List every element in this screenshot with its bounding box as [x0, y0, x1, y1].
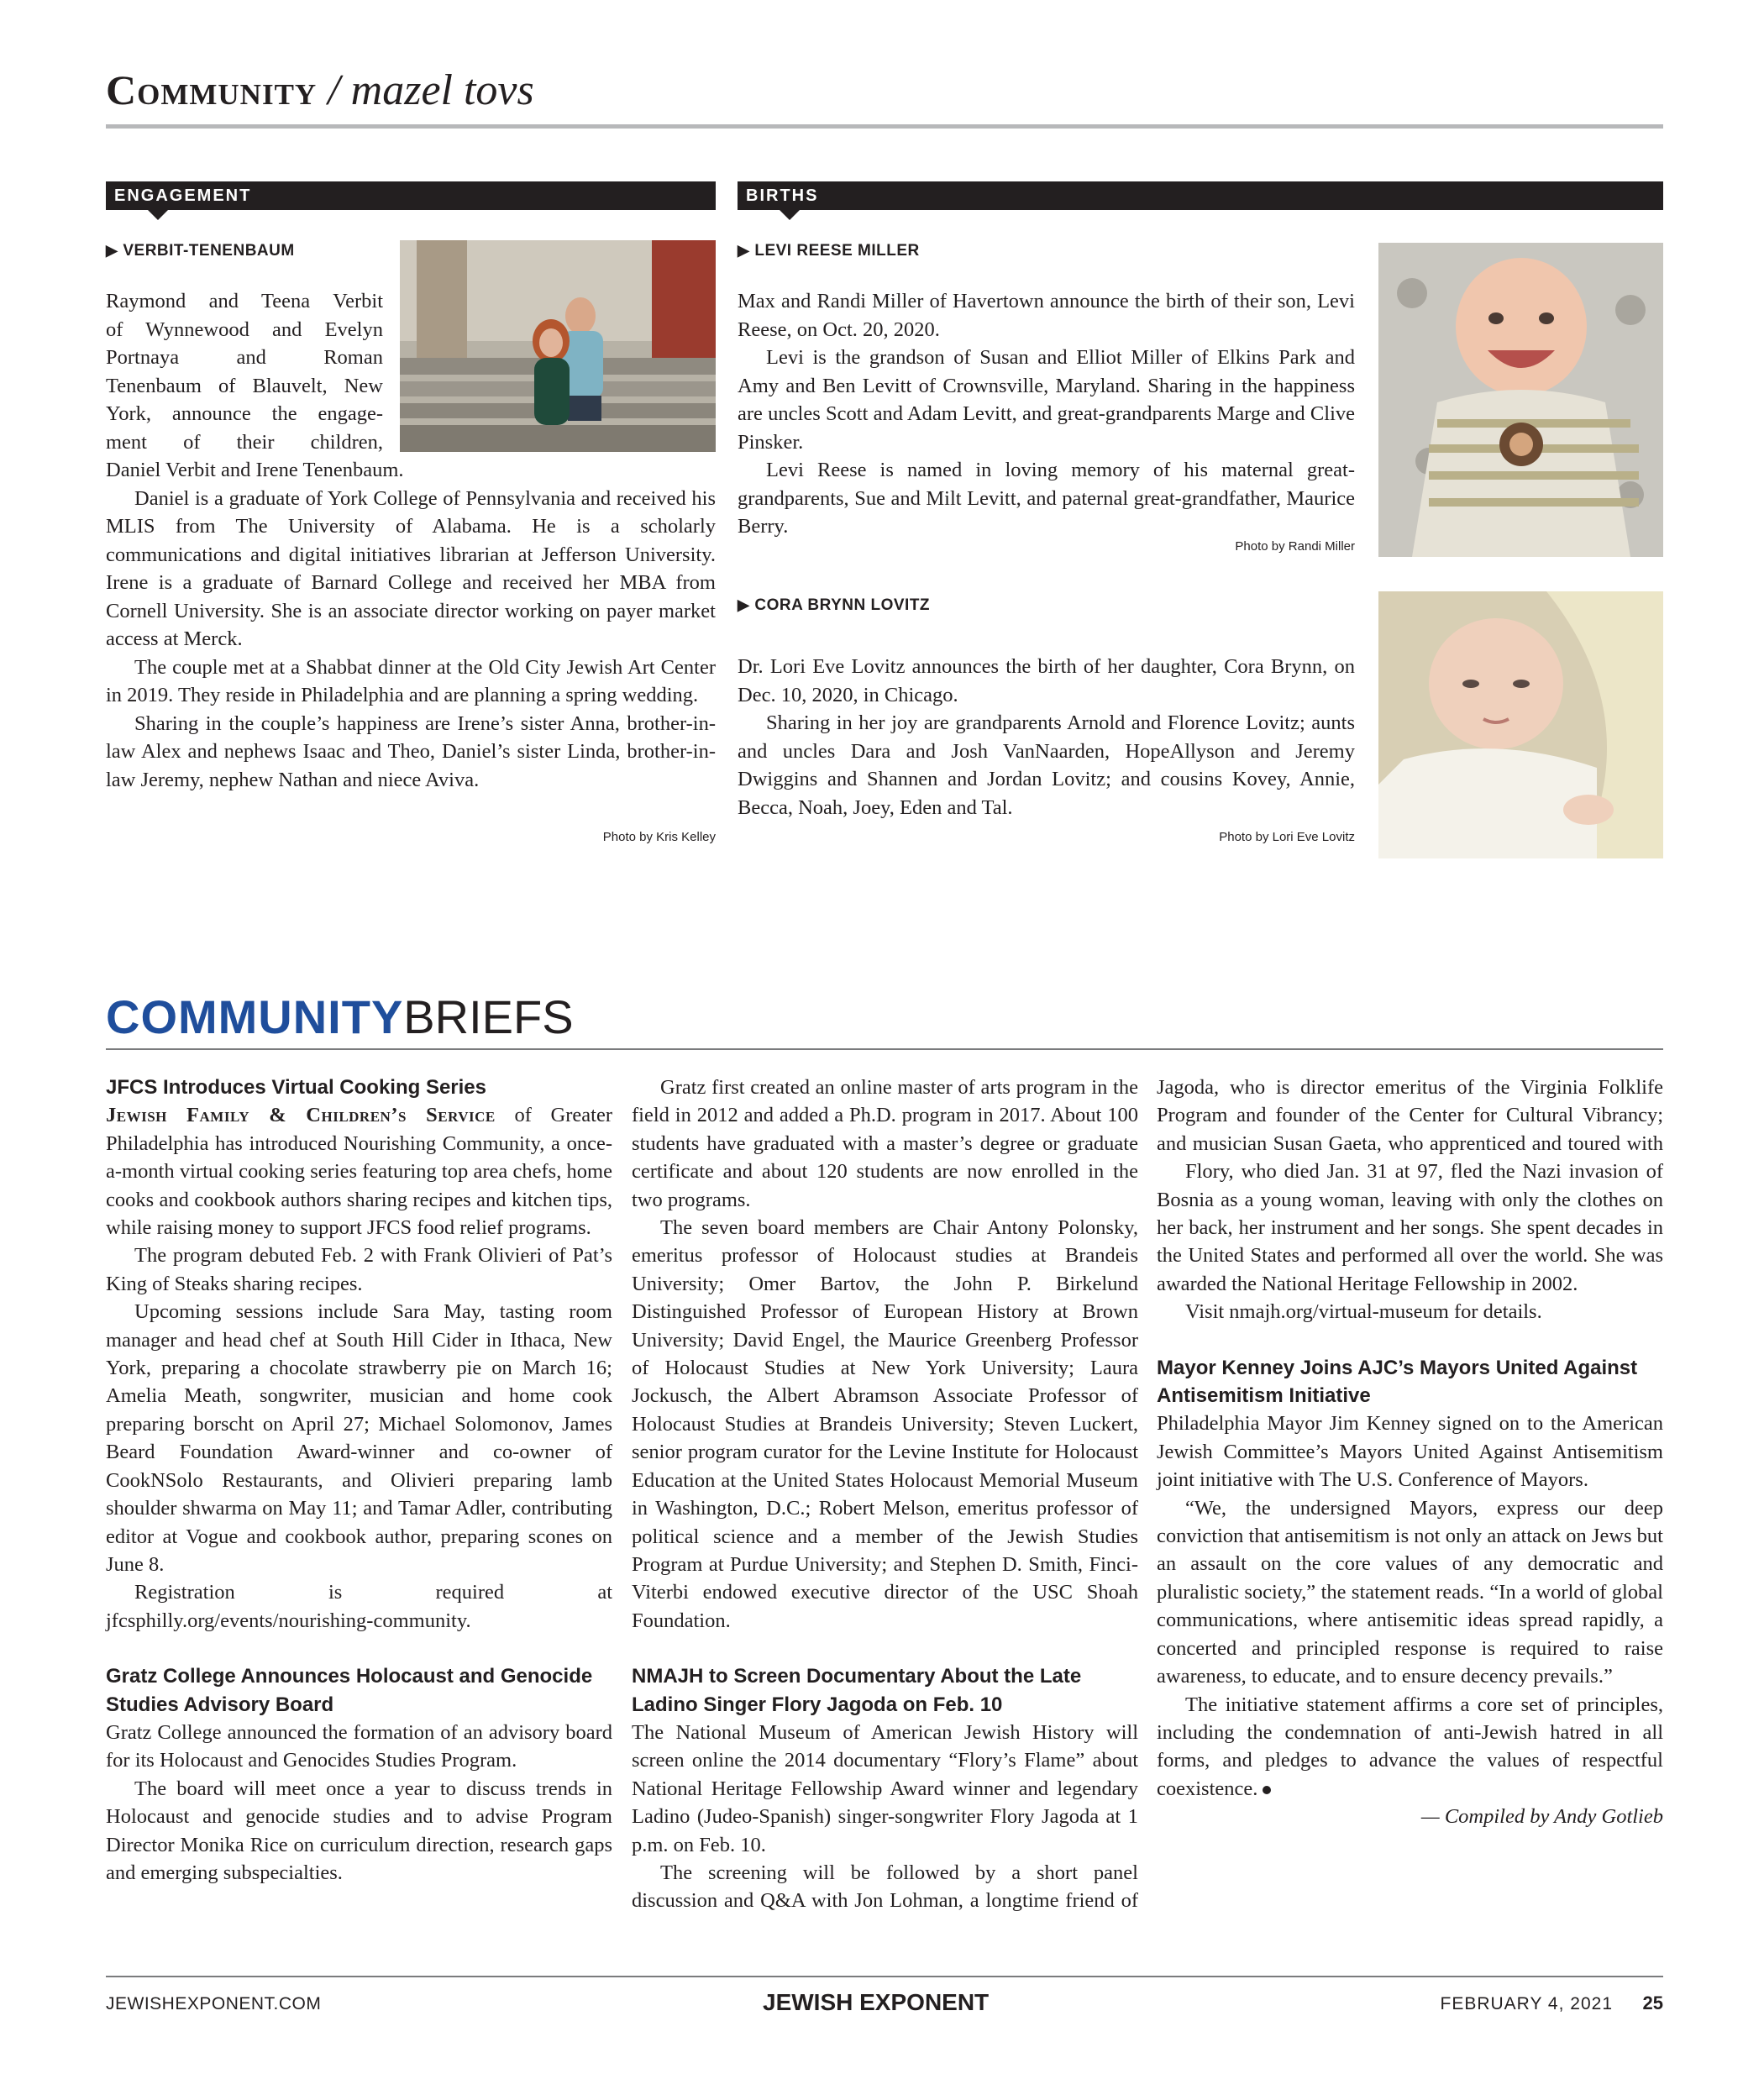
engagement-headline-text: VERBIT-TENENBAUM — [123, 242, 295, 260]
paragraph: The seven board members are Chair Antony Polonsky, emeritus professor of Holocaust studies at Brandeis University; Omer Bartov, the John P. Birkelund Distinguished Professor of European History at Brown University; David Engel, the Maurice Greenberg Professor of Holocaust Studies at New York University; Laura Jockusch, the Albert Abramson Associate Professor of Holocaust Studies at Brandeis University; Steven Luckert, senior program curator for the Levine Institute for Holocaust Education at the United States Holocaust Memorial Museum in Washington, D.C.; Robert Melson, emeritus professor of political science and a member of the Jewish Studies Program at Purdue University; and Stephen D. Smith, Finci-Viterbi endowed executive director of the USC Shoah Foundation. — [632, 1216, 1138, 1632]
paragraph: Max and Randi Miller of Havertown announce the birth of their son, Levi Reese, on Oct. 20, 2020. — [738, 290, 1355, 341]
cora-photo-credit: Photo by Lori Eve Lovitz — [1219, 830, 1355, 844]
engagement-headline — [106, 242, 295, 260]
paragraph: Daniel Verbit and Irene Tenenbaum. — [106, 459, 404, 481]
paragraph: The couple met at a Shabbat dinner at the Old City Jewish Art Center in 2019. They reside in Philadelphia and are planning a spring wedding. — [106, 655, 716, 706]
paragraph: Jagoda, who is director emeritus of the Virginia Folklife Program and founder of the Center for Cultural Vibrancy; and musician Susan Gaeta, who apprenticed and toured with — [1157, 1076, 1663, 1155]
footer-date: FEBRUARY 4, 2021 — [1440, 1994, 1613, 2013]
paragraph: Levi Reese is named in loving memory of his maternal great-grandparents, Sue and Milt Levitt, and paternal great-grandfather, Maurice Berry. — [738, 459, 1355, 538]
cora-headline — [738, 596, 930, 615]
text-line: ment of their children, — [106, 430, 383, 454]
paragraph: Visit nmajh.org/virtual-museum for details. — [1185, 1300, 1542, 1324]
paragraph: Dr. Lori Eve Lovitz announces the birth of her daughter, Cora Brynn, on Dec. 10, 2020, in Chicago. — [738, 655, 1355, 706]
engagement-bar — [106, 181, 716, 210]
paragraph: Daniel is a graduate of York College of Pennsylvania and received his MLIS from The University of Alabama. He is a scholarly communications and digital initiatives librarian at Jefferson University. Irene is a graduate of Barnard College and received her MBA from Cornell University. She is an associate director working on payer market access at Merck. — [106, 486, 716, 650]
footer-publication: JEWISH EXPONENT — [763, 1989, 990, 2015]
paragraph: Sharing in her joy are grandparents Arnold and Florence Lovitz; aunts and uncles Dara and Josh VanNaarden, HopeAllyson and Jeremy Dwiggins and Shannen and Jordan Lovitz; and cousins Kovey, Annie, Becca, Noah, Joey, Eden and Tal. — [738, 711, 1355, 819]
paragraph: The program debuted Feb. 2 with Frank Olivieri of Pat’s King of Steaks sharing recipes. — [106, 1244, 612, 1295]
baby-photo-icon — [1378, 243, 1663, 557]
section-title-separator: / — [317, 66, 351, 114]
levi-photo — [1378, 243, 1663, 557]
engagement-photo-credit: Photo by Kris Kelley — [602, 830, 716, 844]
gratz-headline: Gratz College Announces Holocaust and Genocide Studies Advisory Board — [106, 1665, 593, 1716]
briefs-column-1 — [106, 1074, 612, 1887]
levi-photo-credit: Photo by Randi Miller — [1235, 539, 1355, 554]
paragraph: Levi is the grandson of Susan and Elliot Miller of Elkins Park and Amy and Ben Levitt of Crownsville, Maryland. Sharing in the happiness are uncles Scott and Adam Levitt, and great-grandparents Marge and Clive Pinsker. — [738, 346, 1355, 454]
kenney-headline: Mayor Kenney Joins AJC’s Mayors United Against Antisemitism Initiative — [1157, 1356, 1638, 1408]
engagement-photo — [400, 240, 716, 452]
engagement-intro-wrapped — [106, 287, 383, 456]
couple-photo-icon — [400, 240, 716, 452]
briefs-column-2 — [632, 1074, 1138, 1915]
jfcs-lead-rest: of Greater Philadelphia has introduced Nourishing Community, a once-a-month virtual cooking series featuring top area chefs, home cooks and cookbook authors sharing recipes and kitchen tips, while raising money to support JFCS food relief programs. — [106, 1104, 612, 1240]
page-footer — [106, 1976, 1663, 2028]
footer-site: JEWISHEXPONENT.COM — [106, 1994, 322, 2013]
section-title: Community — [106, 66, 318, 113]
text-line: of Wynnewood and Evelyn — [106, 318, 383, 341]
engagement-bar-label: ENGAGEMENT — [114, 186, 252, 205]
bar-notch — [780, 210, 800, 220]
levi-body — [738, 287, 1355, 541]
jfcs-lead: Jewish Family & Children’s Service — [106, 1104, 496, 1127]
baby-photo-icon — [1378, 591, 1663, 858]
paragraph: “We, the undersigned Mayors, express our deep conviction that antisemitism is not only an attack on Jews but an assault on the core values of any democratic and pluralistic society,” the statement reads. “In a world of global communications, where antisemitic ideas spread rapidly, a concerted and principled response is required to raise awareness, to educate, and to ensure decency prevails.” — [1157, 1496, 1663, 1688]
briefs-title-bold: COMMUNITY — [106, 990, 404, 1043]
nmajh-continued — [1157, 1074, 1663, 1158]
text-line: York, announce the engage- — [106, 402, 383, 425]
text-line: Tenenbaum of Blauvelt, New — [106, 374, 383, 397]
section-subtitle: mazel tovs — [350, 66, 534, 114]
briefs-title — [106, 990, 1663, 1050]
triangle-icon: ▶ — [106, 242, 118, 259]
spacer — [632, 1635, 1138, 1662]
compiled-by: — Compiled by Andy Gotlieb — [1420, 1805, 1663, 1829]
paragraph — [106, 1101, 612, 1242]
end-mark-icon — [1263, 1786, 1271, 1794]
paragraph — [1157, 1691, 1663, 1803]
bar-notch — [148, 210, 168, 220]
spacer — [106, 1635, 612, 1662]
paragraph: The screening will be followed by a short panel discussion and Q&A with Jon Lohman, a longtime friend of — [632, 1861, 1138, 1913]
text-line: Portnaya and Roman — [106, 346, 383, 369]
paragraph: Philadelphia Mayor Jim Kenney signed on to the American Jewish Committee’s Mayors United Against Antisemitism joint initiative with The U.S. Conference of Mayors. — [1157, 1412, 1663, 1492]
paragraph: The board will meet once a year to discuss trends in Holocaust and genocide studies and to advise Program Director Monika Rice on curriculum direction, research gaps and emerging subspecialties. — [106, 1777, 612, 1884]
levi-headline-text: LEVI REESE MILLER — [754, 242, 920, 260]
paragraph: Sharing in the couple’s happiness are Irene’s sister Anna, brother-in-law Alex and nephews Isaac and Theo, Daniel’s sister Linda, brother-in-law Jeremy, nephew Nathan and niece Aviva. — [106, 711, 716, 791]
text-line: Raymond and Teena Verbit — [106, 290, 383, 312]
section-header — [106, 66, 1663, 129]
cora-headline-text: CORA BRYNN LOVITZ — [754, 596, 931, 614]
briefs-column-3 — [1157, 1074, 1663, 1831]
page-number: 25 — [1642, 1992, 1663, 2013]
spacer — [1157, 1326, 1663, 1354]
cora-body — [738, 653, 1355, 822]
triangle-icon: ▶ — [738, 596, 750, 613]
engagement-body — [106, 456, 716, 794]
paragraph: Registration is required at jfcsphilly.org/events/nourishing-community. — [106, 1581, 612, 1632]
births-bar-label: BIRTHS — [746, 186, 819, 205]
paragraph: The National Museum of American Jewish History will screen online the 2014 documentary “Flory’s Flame” about National Heritage Fellowship Award winner and legendary Ladino (Judeo-Spanish) singer-songwriter Flory Jagoda at 1 p.m. on Feb. 10. — [632, 1720, 1138, 1856]
jfcs-headline: JFCS Introduces Virtual Cooking Series — [106, 1076, 486, 1099]
levi-headline — [738, 242, 920, 260]
paragraph: Gratz College announced the formation of an advisory board for its Holocaust and Genocides Studies Program. — [106, 1720, 612, 1772]
cora-photo — [1378, 591, 1663, 858]
triangle-icon: ▶ — [738, 242, 750, 259]
births-bar — [738, 181, 1663, 210]
paragraph: Flory, who died Jan. 31 at 97, fled the Nazi invasion of Bosnia as a young woman, leaving with only the clothes on her back, her instrument and her songs. She spent decades in the United States and performed all over the world. She was awarded the National Heritage Fellowship in 2002. — [1157, 1160, 1663, 1295]
paragraph: Gratz first created an online master of arts program in the field in 2012 and added a Ph.D. program in 2017. About 100 students have graduated with a master’s degree or graduate certificate and about 120 students are now enrolled in the two programs. — [632, 1076, 1138, 1211]
kenney-last-text: The initiative statement affirms a core set of principles, including the condemnation of anti-Jewish hatred in all forms, and pledges to advance the values of respectful coexistence. — [1157, 1693, 1663, 1800]
nmajh-headline: NMAJH to Screen Documentary About the Late Ladino Singer Flory Jagoda on Feb. 10 — [632, 1665, 1082, 1716]
briefs-title-light: BRIEFS — [403, 990, 574, 1043]
paragraph: Upcoming sessions include Sara May, tasting room manager and head chef at South Hill Cider in Ithaca, New York, preparing a chocolate strawberry pie on March 16; Amelia Meath, songwriter, musician and home cook preparing borscht on April 27; Michael Solomonov, James Beard Foundation Award-winner and co-owner of CookNSolo Restaurants, and Olivieri preparing lamb shoulder shwarma on May 11; and Tamar Adler, contributing editor at Vogue and cookbook author, preparing scones on June 8. — [106, 1300, 612, 1576]
